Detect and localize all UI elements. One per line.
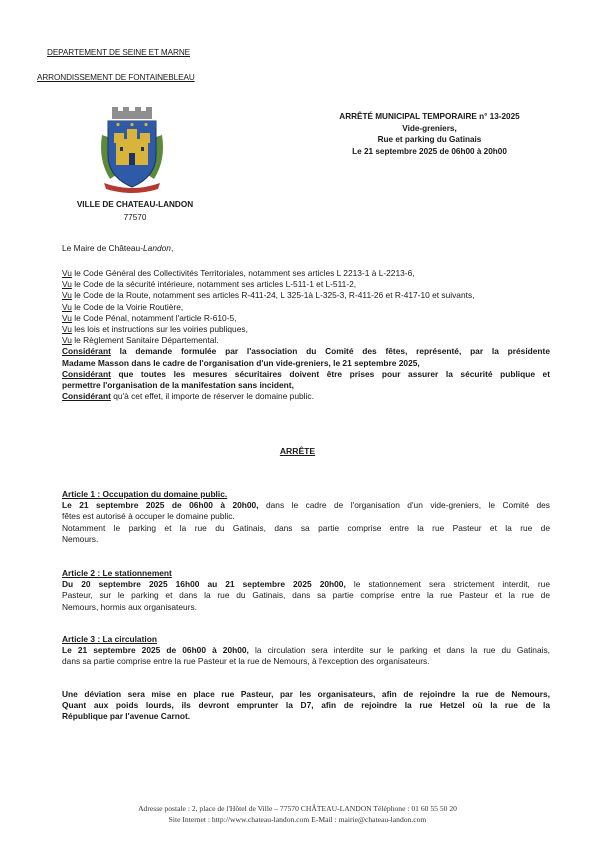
- vu-item: Vu le Code Pénal, notamment l'article R-610-5,: [62, 312, 237, 323]
- arrete-subject: Vide-greniers,: [402, 123, 457, 133]
- vu-item: Vu le Code de la sécurité intérieure, notamment ses articles L-511-1 et L-511-2,: [62, 279, 357, 290]
- considerant-1-cont: Madame Masson dans le cadre de l'organisation d'un vide-greniers, le 21 septembre 2025,: [62, 357, 420, 368]
- article-1: [62, 489, 550, 545]
- vu-list: [62, 268, 550, 402]
- footer-contact: Site Internet : http://www.chateau-landon.com E-Mail : mairie@chateau-landon.com: [168, 815, 427, 824]
- ville-name: VILLE DE CHATEAU-LANDON: [76, 200, 194, 209]
- article-2: [62, 568, 550, 613]
- deviation-text: Quant aux poids lourds, ils devront emprunter la D7, afin de rejoindre la rue Hetzel où la rue de la: [62, 700, 550, 711]
- article-2-heading: Article 2 : Le stationnement: [62, 568, 172, 578]
- maire-line: Le Maire de Château-Landon,: [62, 243, 174, 253]
- vu-item: Vu le Code Général des Collectivités Territoriales, notamment ses articles L 2213-1 à L-2213-6,: [62, 268, 415, 278]
- article-2-text: Pasteur, sur le parking et dans la rue du Gatinais, dans sa partie comprise entre la rue Pasteur et la rue de: [62, 590, 550, 601]
- article-1-text: Le 21 septembre 2025 de 06h00 à 20h00, dans le cadre de l'organisation d'un vide-greniers, le Comité des: [62, 500, 550, 511]
- coat-of-arms-icon: [96, 105, 168, 193]
- arrete-location: Rue et parking du Gatinais: [377, 135, 482, 145]
- arrondissement-header: ARRONDISSEMENT DE FONTAINEBLEAU: [37, 73, 195, 82]
- footer-address: Adresse postale : 2, place de l'Hôtel de Ville – 77570 CHÂTEAU-LANDON Téléphone : 01 60 55 50 20: [138, 804, 457, 813]
- vu-item: Vu le Règlement Sanitaire Départemental.: [62, 335, 219, 346]
- article-3-deviation: [62, 689, 550, 723]
- article-2-text: Nemours, hormis aux organisateurs.: [62, 601, 197, 612]
- article-3-heading: Article 3 : La circulation: [62, 634, 157, 644]
- considerant-2: Considérant que toutes les mesures sécuritaires doivent être prises pour assurer la sécurité publique et: [62, 368, 550, 379]
- vu-item: Vu le Code de la Voirie Routière,: [62, 301, 184, 312]
- vu-item: Vu les lois et instructions sur les voiries publiques,: [62, 324, 248, 335]
- article-1-text: fêtes est autorisé à occuper le domaine public.: [62, 511, 235, 522]
- article-3-text: dans sa partie comprise entre la rue Pasteur et la rue de Nemours, à l'exception des organisateurs.: [62, 656, 430, 667]
- article-1-text: Nemours.: [62, 533, 99, 544]
- considerant-3: Considérant qu'à cet effet, il importe de réserver le domaine public.: [62, 391, 314, 402]
- arrete-heading: ARRÊTE: [279, 446, 316, 456]
- arrete-title-block: [322, 111, 537, 157]
- considerant-2-cont: permettre l'organisation de la manifestation sans incident,: [62, 380, 294, 390]
- article-3-text: Le 21 septembre 2025 de 06h00 à 20h00, la circulation sera interdite sur le parking et dans la rue du Gatinais,: [62, 645, 550, 656]
- vu-item: Vu le Code de la Route, notamment ses articles R-411-24, L 325-1à L-325-3, R-411-26 et R-417-10 et suivants,: [62, 290, 475, 301]
- code-postal: 77570: [123, 213, 147, 222]
- article-3: [62, 634, 550, 668]
- arrete-date: Le 21 septembre 2025 de 06h00 à 20h00: [352, 146, 507, 156]
- preamble: [62, 243, 550, 254]
- article-1-text: Notamment le parking et la rue du Gatinais, dans sa partie comprise entre la rue Pasteur et la rue de: [62, 522, 550, 533]
- article-2-text: Du 20 septembre 2025 16h00 au 21 septembre 2025 20h00, le stationnement sera strictement interdit, rue: [62, 579, 550, 590]
- departement-header: DEPARTEMENT DE SEINE ET MARNE: [47, 48, 190, 57]
- deviation-text: Une déviation sera mise en place rue Pasteur, par les organisateurs, afin de rejoindre la rue de Nemours,: [62, 689, 550, 699]
- article-1-heading: Article 1 : Occupation du domaine public.: [62, 489, 228, 499]
- considerant-1: Considérant la demande formulée par l'association du Comité des fêtes, représenté, par la présidente: [62, 346, 550, 357]
- deviation-text: République par l'avenue Carnot.: [62, 711, 191, 722]
- arrete-number: ARRÊTÉ MUNICIPAL TEMPORAIRE n° 13-2025: [339, 112, 520, 121]
